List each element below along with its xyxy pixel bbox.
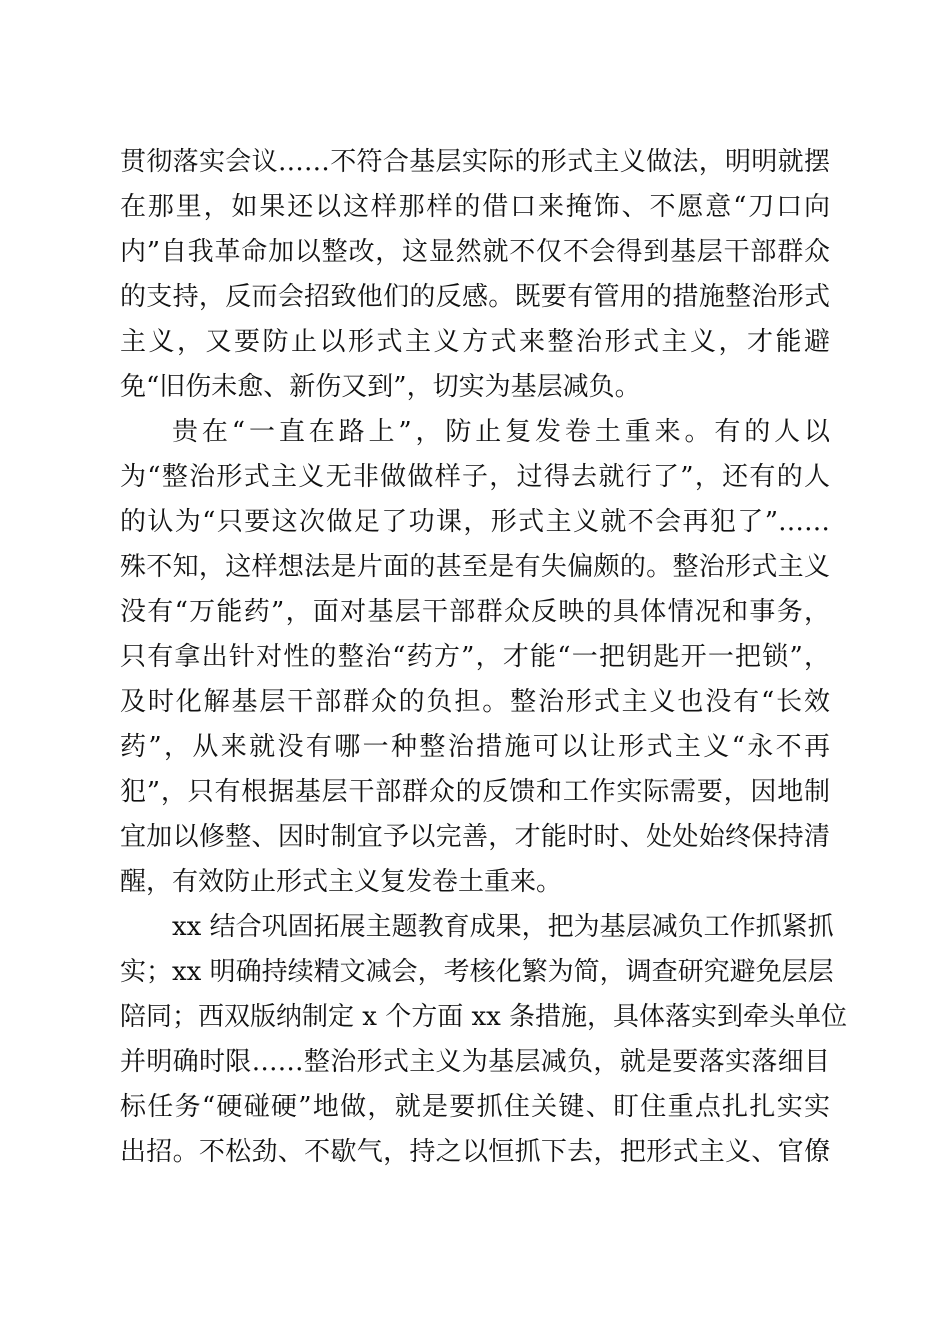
text-line: 标任务“硬碰硬”地做，就是要抓住关键、盯住重点扎扎实实 [120, 1092, 830, 1122]
text-line: 只有拿出针对性的整治“药方”，才能“一把钥匙开一把锁”， [120, 642, 830, 672]
text-line: 主义，又要防止以形式主义方式来整治形式主义，才能避 [120, 327, 830, 357]
text-line: 在那里，如果还以这样那样的借口来掩饰、不愿意“刀口向 [120, 192, 830, 222]
text-line: xx 结合巩固拓展主题教育成果，把为基层减负工作抓紧抓 [172, 912, 834, 942]
document-body [120, 140, 848, 1175]
text-line: 的支持，反而会招致他们的反感。既要有管用的措施整治形式 [120, 282, 830, 312]
paragraph [120, 410, 830, 904]
text-line: 的认为“只要这次做足了功课，形式主义就不会再犯了”…… [120, 507, 830, 537]
text-line: 实；xx 明确持续精文减会，考核化繁为简，调查研究避免层层 [120, 957, 834, 987]
text-line: 贵在“一直在路上”，防止复发卷土重来。有的人以 [172, 417, 830, 447]
text-line: 内”自我革命加以整改，这显然就不仅不会得到基层干部群众 [120, 237, 830, 267]
text-line: 为“整治形式主义无非做做样子，过得去就行了”，还有的人 [120, 462, 830, 492]
text-line: 殊不知，这样想法是片面的甚至是有失偏颇的。整治形式主义 [120, 552, 830, 582]
paragraph [120, 905, 848, 1174]
text-line: 免“旧伤未愈、新伤又到”，切实为基层减负。 [120, 372, 641, 402]
text-line: 宜加以修整、因时制宜予以完善，才能时时、处处始终保持清 [120, 822, 830, 852]
text-line: 陪同；西双版纳制定 x 个方面 xx 条措施，具体落实到牵头单位 [120, 1002, 848, 1032]
text-line: 并明确时限……整治形式主义为基层减负，就是要落实落细目 [120, 1047, 830, 1077]
text-line: 没有“万能药”，面对基层干部群众反映的具体情况和事务， [120, 597, 830, 627]
paragraph [120, 140, 830, 409]
text-line: 醒，有效防止形式主义复发卷土重来。 [120, 867, 563, 897]
text-line: 犯”，只有根据基层干部群众的反馈和工作实际需要，因地制 [120, 777, 830, 807]
text-line: 贯彻落实会议……不符合基层实际的形式主义做法，明明就摆 [120, 147, 830, 177]
text-line: 及时化解基层干部群众的负担。整治形式主义也没有“长效 [120, 687, 830, 717]
text-line: 药”，从来就没有哪一种整治措施可以让形式主义“永不再 [120, 732, 830, 762]
text-line: 出招。不松劲、不歇气，持之以恒抓下去，把形式主义、官僚 [120, 1137, 830, 1167]
